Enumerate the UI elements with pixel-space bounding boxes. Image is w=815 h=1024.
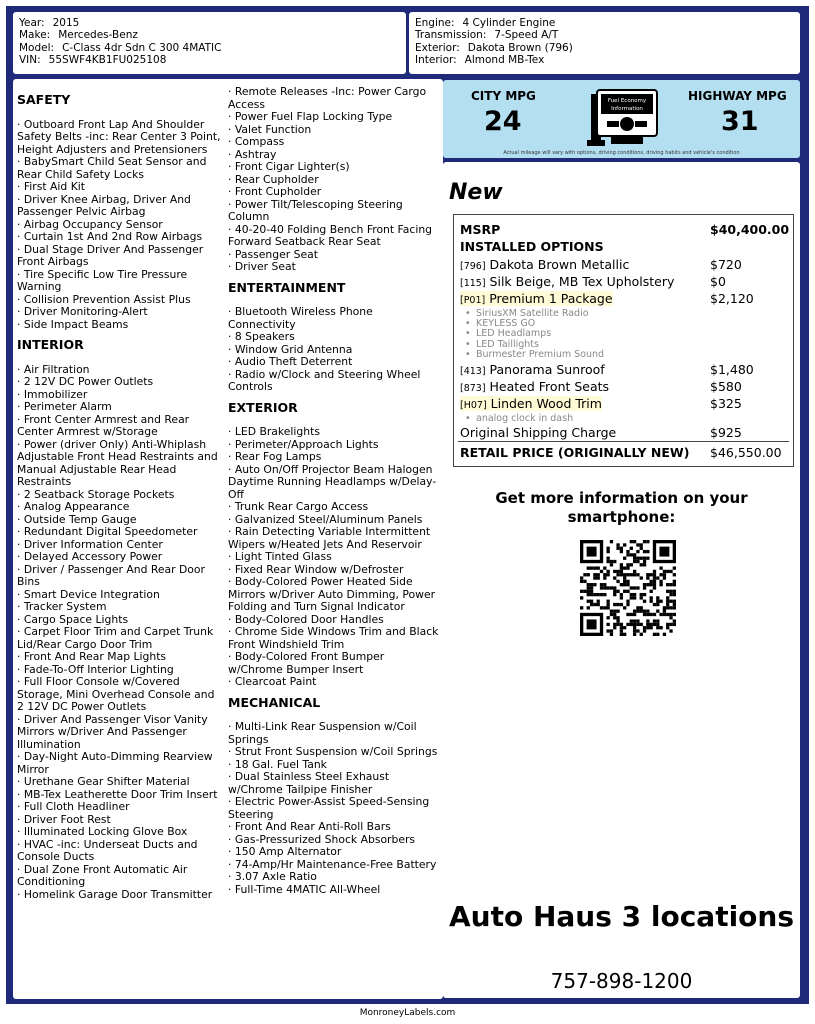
fuel-pump-icon — [581, 88, 661, 148]
feature-item: · Curtain 1st And 2nd Row Airbags — [17, 230, 203, 243]
feature-section — [228, 86, 440, 274]
msrp-row — [460, 222, 790, 237]
footer-site[interactable]: MonroneyLabels.com — [359, 1008, 456, 1018]
engine-value: 4 Cylinder Engine — [462, 17, 556, 29]
make-value: Mercedes-Benz — [58, 29, 138, 42]
feature-item: · Driver And Passenger Visor Vanity Mirrors w/Driver And Passenger Illumination — [17, 712, 208, 751]
feature-item: · Homelink Garage Door Transmitter — [17, 887, 213, 901]
feature-item: · Driver Information Center — [17, 537, 163, 551]
feature-item: · Front Cupholder — [228, 185, 322, 198]
option-name — [460, 396, 602, 411]
option-label: Silk Beige, MB Tex Upholstery — [489, 274, 675, 289]
option-name — [460, 257, 629, 272]
feature-item: · Urethane Gear Shifter Material — [17, 775, 190, 788]
feature-item: · LED Brakelights — [228, 425, 320, 438]
shipping-label: Original Shipping Charge — [460, 425, 617, 440]
feature-item: · Outboard Front Lap And Shoulder Safety Belts -inc: Rear Center 3 Point, Height Adjusters and Pretensioners — [17, 117, 221, 156]
option-label: Linden Wood Trim — [490, 396, 602, 411]
feature-item: · 2 Seatback Storage Pockets — [17, 487, 175, 501]
feature-item: · Body-Colored Front Bumper w/Chrome Bumper Insert — [228, 650, 385, 676]
option-code: [H07] — [460, 400, 487, 411]
option-row — [460, 396, 787, 411]
feature-item: · Gas-Pressurized Shock Absorbers — [228, 832, 416, 846]
feature-item: · Airbag Occupancy Sensor — [17, 217, 163, 231]
option-row — [460, 291, 787, 306]
retail-label: RETAIL PRICE (ORIGINALLY NEW) — [460, 445, 690, 460]
shipping-value: $925 — [710, 425, 742, 440]
feature-item: · Air Filtration — [17, 362, 90, 376]
feature-item: · Driver Knee Airbag, Driver And Passenger Pelvic Airbag — [17, 192, 191, 218]
interior-value: Almond MB-Tex — [464, 54, 545, 67]
feature-item: · Driver Foot Rest — [17, 812, 111, 826]
feature-item: · Cargo Space Lights — [17, 612, 129, 626]
feature-section-title: ENTERTAINMENT — [228, 279, 346, 295]
feature-item: · Driver Monitoring-Alert — [17, 305, 148, 318]
feature-item: · 74-Amp/Hr Maintenance-Free Battery — [228, 857, 437, 871]
option-price: $325 — [710, 396, 742, 411]
exterior-value: Dakota Brown (796) — [467, 41, 573, 54]
feature-item: · Carpet Floor Trim and Carpet Trunk Lid/Rear Cargo Door Trim — [17, 625, 214, 651]
retail-row — [460, 445, 787, 460]
interior-label: Interior: — [415, 54, 457, 67]
feature-item: · Electric Power-Assist Speed-Sensing Steering — [228, 795, 430, 821]
feature-item: · Illuminated Locking Glove Box — [17, 825, 188, 838]
feature-section-title: MECHANICAL — [228, 694, 321, 710]
option-name — [460, 379, 609, 394]
option-label: Dakota Brown Metallic — [489, 257, 630, 272]
option-row — [460, 362, 787, 377]
city-mpg-label: CITY MPG — [471, 89, 536, 103]
option-price: $0 — [710, 274, 726, 289]
qr-code-icon[interactable] — [580, 540, 676, 636]
feature-item: · MB-Tex Leatherette Door Trim Insert — [17, 787, 218, 801]
option-name — [460, 291, 613, 306]
feature-item: · Remote Releases -Inc: Power Cargo Access — [228, 85, 427, 111]
option-sub-item: • LED Taillights — [476, 340, 539, 350]
feature-item: · 150 Amp Alternator — [228, 845, 342, 858]
feature-item: · Clearcoat Paint — [228, 675, 317, 688]
make-label: Make: — [19, 29, 51, 42]
feature-item: · Passenger Seat — [228, 247, 318, 261]
transmission-value: 7-Speed A/T — [494, 29, 559, 42]
feature-item: · 2 12V DC Power Outlets — [17, 375, 154, 388]
feature-item: · Trunk Rear Cargo Access — [228, 500, 369, 513]
feature-item: · Bluetooth Wireless Phone Connectivity — [228, 305, 373, 331]
msrp-value: $40,400.00 — [710, 222, 790, 237]
option-row — [460, 274, 787, 289]
year-value: 2015 — [52, 17, 80, 29]
feature-item: · Immobilizer — [17, 387, 88, 401]
feature-item: · Light Tinted Glass — [228, 550, 332, 563]
feature-item: · Fade-To-Off Interior Lighting — [17, 662, 174, 676]
option-price: $2,120 — [710, 291, 754, 306]
feature-item: · Auto On/Off Projector Beam Halogen Daytime Running Headlamps w/Delay-Off — [228, 462, 437, 501]
feature-item: · Rear Fog Lamps — [228, 450, 322, 463]
option-code: [115] — [460, 278, 486, 289]
feature-item: · HVAC -inc: Underseat Ducts and Console Ducts — [17, 837, 198, 863]
features-panel — [13, 79, 443, 999]
price-divider — [458, 441, 789, 442]
badge-line2: Information — [611, 106, 643, 112]
option-price: $1,480 — [710, 362, 754, 377]
dealer-phone[interactable]: 757-898-1200 — [550, 969, 693, 993]
feature-item: · Front And Rear Anti-Roll Bars — [228, 820, 391, 833]
city-mpg-value: 24 — [484, 106, 522, 137]
feature-item: · Strut Front Suspension w/Coil Springs — [228, 745, 438, 758]
badge-line1: Fuel Economy — [607, 98, 647, 104]
feature-item: · Full-Time 4MATIC All-Wheel — [228, 882, 381, 896]
vin-label: VIN: — [19, 54, 41, 67]
feature-item: · Valet Function — [228, 122, 312, 136]
feature-item: · Power Tilt/Telescoping Steering Column — [228, 197, 403, 223]
feature-item: · Dual Zone Front Automatic Air Conditioning — [17, 862, 188, 888]
option-sub-item: • SiriusXM Satellite Radio — [476, 309, 589, 319]
feature-item: · Body-Colored Power Heated Side Mirrors w/Driver Auto Dimming, Power Folding and Turn Signal Indicator — [228, 575, 436, 613]
installed-options-heading: INSTALLED OPTIONS — [460, 239, 604, 254]
feature-item: · Tracker System — [17, 600, 107, 613]
engine-label: Engine: — [415, 17, 455, 29]
feature-item: · Tire Specific Low Tire Pressure Warning — [17, 267, 188, 293]
exterior-label: Exterior: — [415, 41, 460, 54]
label-frame — [6, 6, 809, 1004]
fuel-economy-box — [443, 80, 800, 158]
option-label: Panorama Sunroof — [489, 362, 605, 377]
feature-item: · Delayed Accessory Power — [17, 550, 163, 563]
transmission-label: Transmission: — [415, 29, 487, 42]
feature-section — [17, 339, 223, 901]
feature-item: · Power (driver Only) Anti-Whiplash Adjustable Front Head Restraints and Manual Adjustable Rear Head Restraints — [17, 437, 218, 488]
features-column-left — [17, 86, 223, 905]
feature-item: · Analog Appearance — [17, 500, 130, 513]
feature-item: · Body-Colored Door Handles — [228, 612, 384, 626]
option-name — [460, 274, 674, 289]
option-sub-item: • LED Headlamps — [476, 329, 551, 339]
feature-item: · Front Center Armrest and Rear Center Armrest w/Storage — [17, 412, 190, 438]
highway-mpg-label: HIGHWAY MPG — [688, 89, 787, 103]
option-code: [796] — [460, 261, 486, 272]
option-code: [413] — [460, 366, 486, 377]
retail-value: $46,550.00 — [710, 445, 782, 460]
feature-item: · Audio Theft Deterrent — [228, 355, 353, 368]
feature-item: · Power Fuel Flap Locking Type — [228, 110, 393, 123]
feature-section — [17, 94, 223, 331]
feature-item: · Collision Prevention Assist Plus — [17, 292, 191, 306]
feature-section-title: INTERIOR — [17, 337, 84, 352]
vin-value: 55SWF4KB1FU025108 — [48, 54, 167, 67]
feature-item: · Driver / Passenger And Rear Door Bins — [17, 562, 205, 588]
feature-item: · Dual Stainless Steel Exhaust w/Chrome Tailpipe Finisher — [228, 770, 390, 796]
feature-item: · Radio w/Clock and Steering Wheel Controls — [228, 367, 421, 393]
feature-item: · First Aid Kit — [17, 180, 86, 193]
option-sub-item: • Burmester Premium Sound — [476, 350, 604, 360]
feature-item: · Full Floor Console w/Covered Storage, Mini Overhead Console and 2 12V DC Power Outlets — [17, 675, 215, 713]
feature-item: · Dual Stage Driver And Passenger Front Airbags — [17, 242, 204, 268]
feature-section — [228, 399, 440, 689]
feature-item: · Full Cloth Headliner — [17, 800, 130, 813]
feature-item: · Chrome Side Windows Trim and Black Front Windshield Trim — [228, 625, 439, 651]
feature-item: · Rear Cupholder — [228, 172, 319, 186]
model-label: Model: — [19, 41, 55, 54]
feature-item: · Galvanized Steel/Aluminum Panels — [228, 512, 423, 526]
option-price: $580 — [710, 379, 742, 394]
feature-item: · Multi-Link Rear Suspension w/Coil Springs — [228, 720, 417, 746]
feature-item: · Smart Device Integration — [17, 587, 160, 601]
feature-section-title: EXTERIOR — [228, 399, 298, 415]
features-column-right — [228, 86, 440, 900]
option-sub-item: • analog clock in dash — [476, 414, 573, 424]
feature-item: · Driver Seat — [228, 260, 296, 273]
feature-item: · Ashtray — [228, 147, 277, 161]
option-row — [460, 379, 787, 394]
condition-title: New — [449, 180, 503, 205]
feature-item: · Window Grid Antenna — [228, 342, 353, 356]
feature-item: · Compass — [228, 135, 285, 148]
highway-mpg-value: 31 — [721, 106, 759, 137]
dealer-name: Auto Haus 3 locations — [448, 900, 795, 933]
feature-item: · BabySmart Child Seat Sensor and Rear Child Safety Locks — [17, 155, 207, 181]
year-label: Year: — [19, 17, 45, 29]
option-code: [P01] — [460, 295, 486, 306]
feature-section — [228, 279, 440, 394]
mpg-disclaimer: Actual mileage will vary with options, driving conditions, driving habits and vehicle's condition — [503, 150, 740, 156]
feature-item: · Rain Detecting Variable Intermittent Wipers w/Heated Jets And Reservoir — [228, 525, 431, 551]
option-name — [460, 362, 605, 377]
feature-item: · Perimeter/Approach Lights — [228, 437, 379, 451]
option-price: $720 — [710, 257, 742, 272]
specs-info-box — [409, 12, 800, 74]
feature-item: · Front Cigar Lighter(s) — [228, 160, 350, 173]
feature-section-title: SAFETY — [17, 92, 71, 107]
option-label: Heated Front Seats — [489, 379, 610, 394]
feature-item: · 18 Gal. Fuel Tank — [228, 757, 327, 771]
feature-item: · Outside Temp Gauge — [17, 512, 137, 526]
option-label: Premium 1 Package — [489, 291, 613, 306]
feature-item: · 3.07 Axle Ratio — [228, 870, 317, 883]
feature-item: · Front And Rear Map Lights — [17, 650, 167, 663]
feature-item: · Side Impact Beams — [17, 317, 129, 331]
smartphone-info-text: Get more information on your smartphone: — [495, 489, 748, 526]
feature-item: · Redundant Digital Speedometer — [17, 525, 198, 538]
option-row — [460, 257, 787, 272]
pricing-panel — [443, 162, 800, 998]
shipping-row — [460, 425, 787, 440]
msrp-label: MSRP — [460, 222, 501, 237]
vehicle-info-box — [13, 12, 406, 74]
msrp-box — [453, 214, 794, 467]
model-value: C-Class 4dr Sdn C 300 4MATIC — [62, 41, 222, 54]
feature-item: · 8 Speakers — [228, 330, 295, 343]
feature-item: · Day-Night Auto-Dimming Rearview Mirror — [17, 750, 213, 776]
feature-section — [228, 694, 440, 897]
feature-item: · Fixed Rear Window w/Defroster — [228, 562, 404, 576]
option-code: [873] — [460, 383, 486, 394]
feature-item: · 40-20-40 Folding Bench Front Facing Forward Seatback Rear Seat — [228, 222, 433, 248]
feature-item: · Perimeter Alarm — [17, 400, 112, 413]
option-sub-item: • KEYLESS GO — [476, 319, 535, 329]
